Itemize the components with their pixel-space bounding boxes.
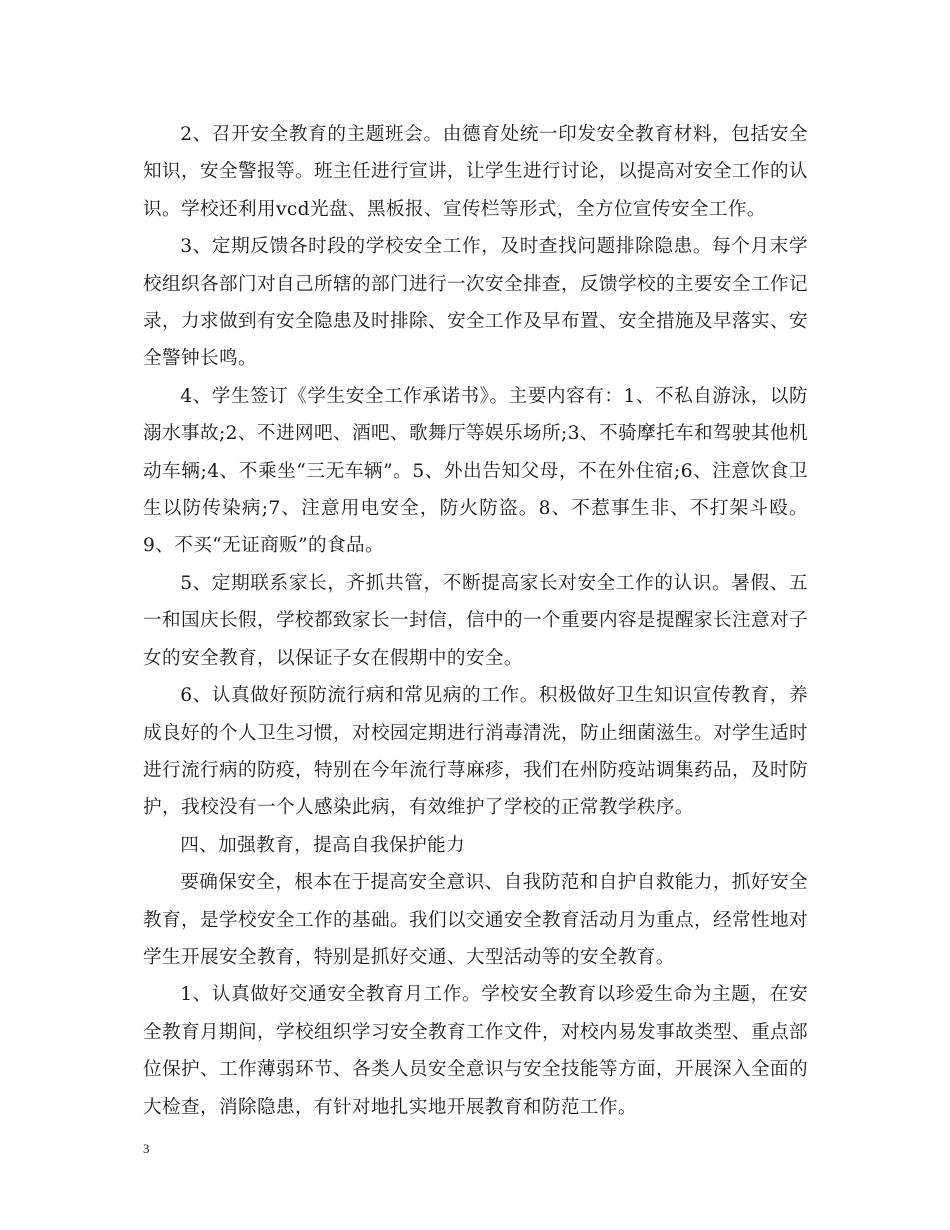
document-body — [143, 116, 808, 1126]
paragraph-safety-awareness: 要确保安全，根本在于提高安全意识、自我防范和自护自救能力，抓好安全教育，是学校安全工作的基础。我们以交通安全教育活动月为重点，经常性地对学生开展安全教育，特别是抓好交通、大型活动等的安全教育。 — [143, 872, 808, 968]
paragraph-safety-pledge: 4、学生签订《学生安全工作承诺书》。主要内容有：1、不私自游泳，以防溺水事故;2、不进网吧、酒吧、歌舞厅等娱乐场所;3、不骑摩托车和驾驶其他机动车辆;4、不乘坐“三无车辆”。5、外出告知父母，不在外住宿;6、注意饮食卫生以防传染病;7、注意用电安全，防火防盗。8、不惹事生非、不打架斗殴。9、不买“无证商贩”的食品。 — [143, 385, 808, 557]
paragraph-disease-prevention: 6、认真做好预防流行病和常见病的工作。积极做好卫生知识宣传教育，养成良好的个人卫生习惯，对校园定期进行消毒清洗，防止细菌滋生。对学生适时进行流行病的防疫，特别在今年流行荨麻疹，我们在州防疫站调集药品，及时防护，我校没有一个人感染此病，有效维护了学校的正常教学秩序。 — [143, 685, 808, 819]
section-heading: 四、加强教育，提高自我保护能力 — [180, 834, 466, 856]
paragraph-class-meeting: 2、召开安全教育的主题班会。由德育处统一印发安全教育材料，包括安全知识，安全警报等。班主任进行宣讲，让学生进行讨论，以提高对安全工作的认识。学校还利用vcd光盘、黑板报、宣传栏等形式，全方位宣传安全工作。 — [143, 124, 808, 220]
paragraph-contact-parents: 5、定期联系家长，齐抓共管，不断提高家长对安全工作的认识。暑假、五一和国庆长假，学校都致家长一封信，信中的一个重要内容是提醒家长注意对子女的安全教育，以保证子女在假期中的安全。 — [143, 572, 808, 669]
page-number: 3 — [143, 1141, 150, 1156]
paragraph-regular-feedback: 3、定期反馈各时段的学校安全工作，及时查找问题排除隐患。每个月末学校组织各部门对自己所辖的部门进行一次安全排查，反馈学校的主要安全工作记录，力求做到有安全隐患及时排除、安全工作及早布置、安全措施及早落实、安全警钟长鸣。 — [143, 236, 808, 370]
paragraph-traffic-safety-month: 1、认真做好交通安全教育月工作。学校安全教育以珍爱生命为主题，在安全教育月期间，学校组织学习安全教育工作文件，对校内易发事故类型、重点部位保护、工作薄弱环节、各类人员安全意识与安全技能等方面，开展深入全面的大检查，消除隐患，有针对地扎实地开展教育和防范工作。 — [143, 984, 808, 1118]
